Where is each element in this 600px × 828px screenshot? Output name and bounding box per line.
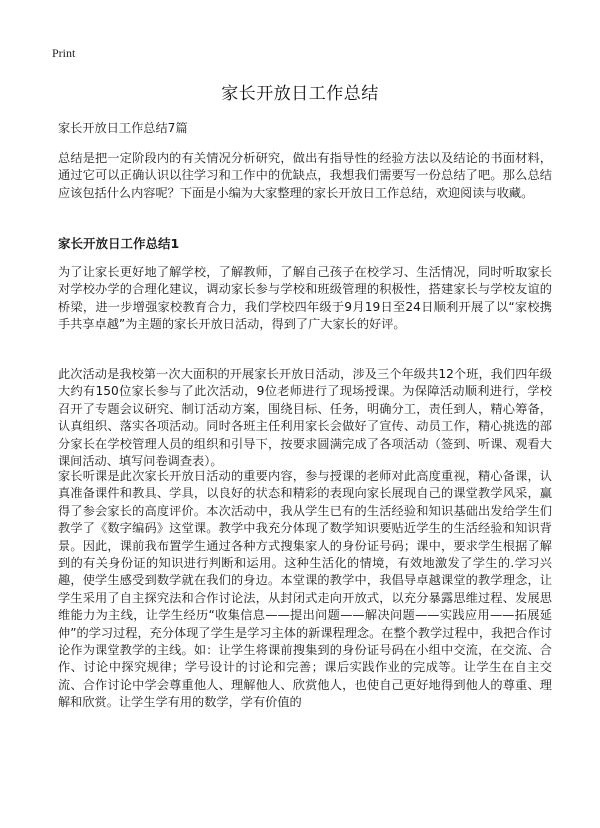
document-subtitle: 家长开放日工作总结7篇 [58,121,188,135]
print-label: Print [52,46,76,60]
body-paragraph-2: 此次活动是我校第一次大面积的开展家长开放日活动，涉及三个年级共12个班，我们四年级大约有150位家长参与了此次活动，9位老师进行了现场授课。为保障活动顺利进行，学校召开了专题会议研究、制订活动方案，围绕目标、任务，明确分工，责任到人，精心筹备，认真组织、落实各项活动。同时各班主任利用家长会做好了宣传、动员工作，精心挑选的部分家长在学校管理人员的组织和引导下，按要求圆满完成了各项活动（签到、听课、观看大课间活动、填写问卷调查表）。 [58,367,552,469]
section-heading: 家长开放日工作总结1 [58,236,180,251]
body-paragraph-1: 为了让家长更好地了解学校，了解教师，了解自己孩子在校学习、生活情况，同时听取家长对学校办学的合理化建议，调动家长参与学校和班级管理的积极性，搭建家长与学校友谊的桥梁，进一步增强家校教育合力，我们学校四年级于9月19日至24日顺利开展了以“家校携手共享卓越”为主题的家长开放日活动，得到了广大家长的好评。 [58,265,552,332]
intro-paragraph: 总结是把一定阶段内的有关情况分析研究，做出有指导性的经验方法以及结论的书面材料，通过它可以正确认识以往学习和工作中的优缺点，我想我们需要写一份总结了吧。那么总结应该包括什么内容呢？下面是小编为大家整理的家长开放日工作总结，欢迎阅读与收藏。 [58,151,552,200]
body-paragraph-3: 家长听课是此次家长开放日活动的重要内容，参与授课的老师对此高度重视，精心备课，认真准备课件和教具、学具，以良好的状态和精彩的表现向家长展现自己的课堂教学风采，赢得了参会家长的高度评价。本次活动中，我从学生已有的生活经验和知识基础出发给学生们教学了《数字编码》这堂课。教学中我充分体现了数学知识要贴近学生的生活经验和知识背景。因此，课前我布置学生通过各种方式搜集家人的身份证号码；课中，要求学生根据了解到的有关身份证的知识进行判断和运用。这种生活化的情境，有效地激发了学生的.学习兴趣，使学生感受到数学就在我们的身边。本堂课的教学中，我倡导卓越课堂的教学理念，让学生采用了自主探究法和合作讨论法，从封闭式走向开放式，以充分暴露思维过程、发展思维能力为主线，让学生经历“收集信息——提出问题——解决问题——实践应用——拓展延伸”的学习过程，充分体现了学生是学习主体的新课程理念。在整个教学过程中，我把合作讨论作为课堂教学的主线。如：让学生将课前搜集到的身份证号码在小组中交流，在交流、合作、讨论中探究规律；学号设计的讨论和完善；课后实践作业的完成等。让学生在自主交流、合作讨论中学会尊重他人、理解他人、欣赏他人，也使自己更好地得到他人的尊重、理解和欣赏。让学生学有用的数学，学有价值的 [58,469,552,710]
page-title: 家长开放日工作总结 [221,84,379,104]
